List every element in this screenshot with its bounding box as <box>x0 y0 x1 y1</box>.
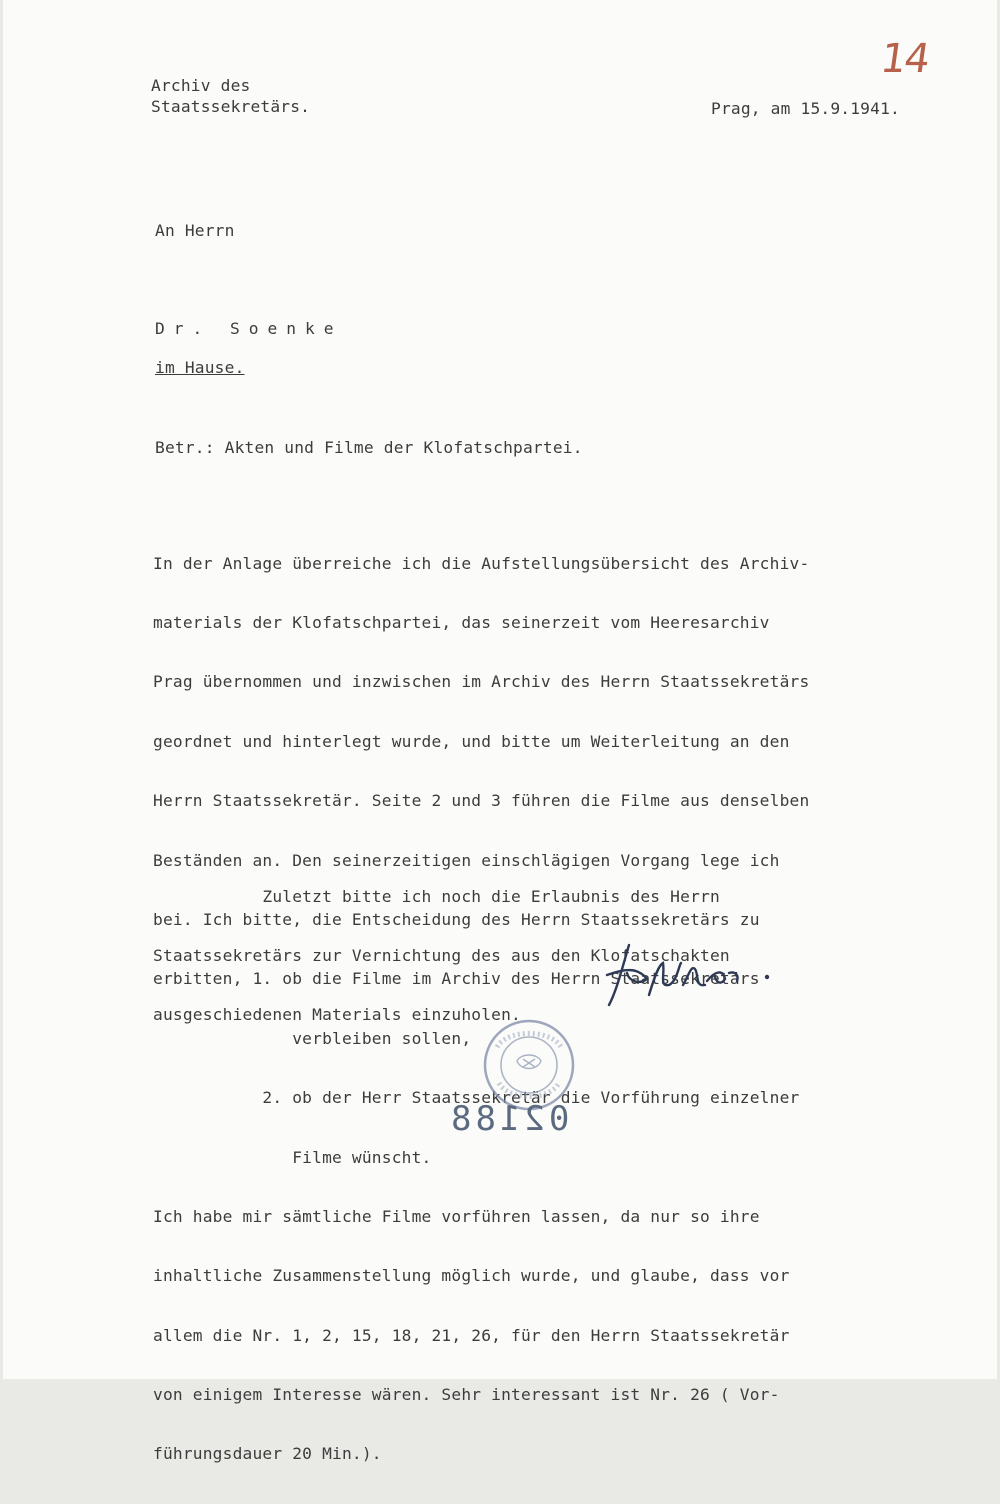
body-line: bei. Ich bitte, die Entscheidung des Herrn Staatssekretärs zu <box>153 909 760 929</box>
recipient-location-text: im Hause. <box>155 358 245 377</box>
body-line: Ich habe mir sämtliche Filme vorführen lassen, da nur so ihre <box>153 1206 760 1226</box>
page-number: 14 <box>877 36 932 82</box>
closing-line: ausgeschiedenen Materials einzuholen. <box>153 1005 521 1025</box>
recipient-location <box>155 357 245 378</box>
registration-stamp-number: 02188 <box>447 1099 570 1139</box>
sender-line-1: Archiv des <box>151 76 251 95</box>
body-line: von einigem Interesse wären. Sehr interessant ist Nr. 26 ( Vor- <box>153 1385 780 1405</box>
body-line: materials der Klofatschpartei, das seinerzeit vom Heeresarchiv <box>153 612 770 632</box>
body-line: Herrn Staatssekretär. Seite 2 und 3 führen die Filme aus denselben <box>153 791 810 811</box>
body-line: In der Anlage überreiche ich die Aufstellungsübersicht des Archiv- <box>153 553 810 573</box>
body-line: Filme wünscht. <box>153 1147 432 1167</box>
salutation: An Herrn <box>155 221 235 240</box>
closing-line: Staatssekretärs zur Vernichtung des aus den Klofatschakten <box>153 945 730 965</box>
body-line: geordnet und hinterlegt wurde, und bitte um Weiterleitung an den <box>153 731 790 751</box>
body-line: erbitten, 1. ob die Filme im Archiv des Herrn Staatssekretärs <box>153 969 760 989</box>
date-line: Prag, am 15.9.1941. <box>711 99 900 118</box>
body-line: Prag übernommen und inzwischen im Archiv des Herrn Staatssekretärs <box>153 672 810 692</box>
letter-page <box>3 0 997 1464</box>
body-line: verbleiben sollen, <box>153 1028 472 1048</box>
handwritten-signature <box>599 935 779 1015</box>
body-line: allem die Nr. 1, 2, 15, 18, 21, 26, für den Herrn Staatssekretär <box>153 1325 790 1345</box>
sender-line-2: Staatssekretärs. <box>151 97 311 116</box>
body-line: führungsdauer 20 Min.). <box>153 1444 382 1464</box>
recipient-name: Dr. Soenke <box>155 319 343 338</box>
closing-line: Zuletzt bitte ich noch die Erlaubnis des Herrn <box>153 886 720 906</box>
body-line: Beständen an. Den seinerzeitigen einschlägigen Vorgang lege ich <box>153 850 780 870</box>
body-line: 2. ob der Herr Staatssekretär die Vorführung einzelner <box>153 1088 800 1108</box>
sender-block <box>151 75 310 117</box>
subject-line: Betr.: Akten und Filme der Klofatschpartei. <box>155 438 583 457</box>
body-line: inhaltliche Zusammenstellung möglich wurde, und glaube, dass vor <box>153 1266 790 1286</box>
